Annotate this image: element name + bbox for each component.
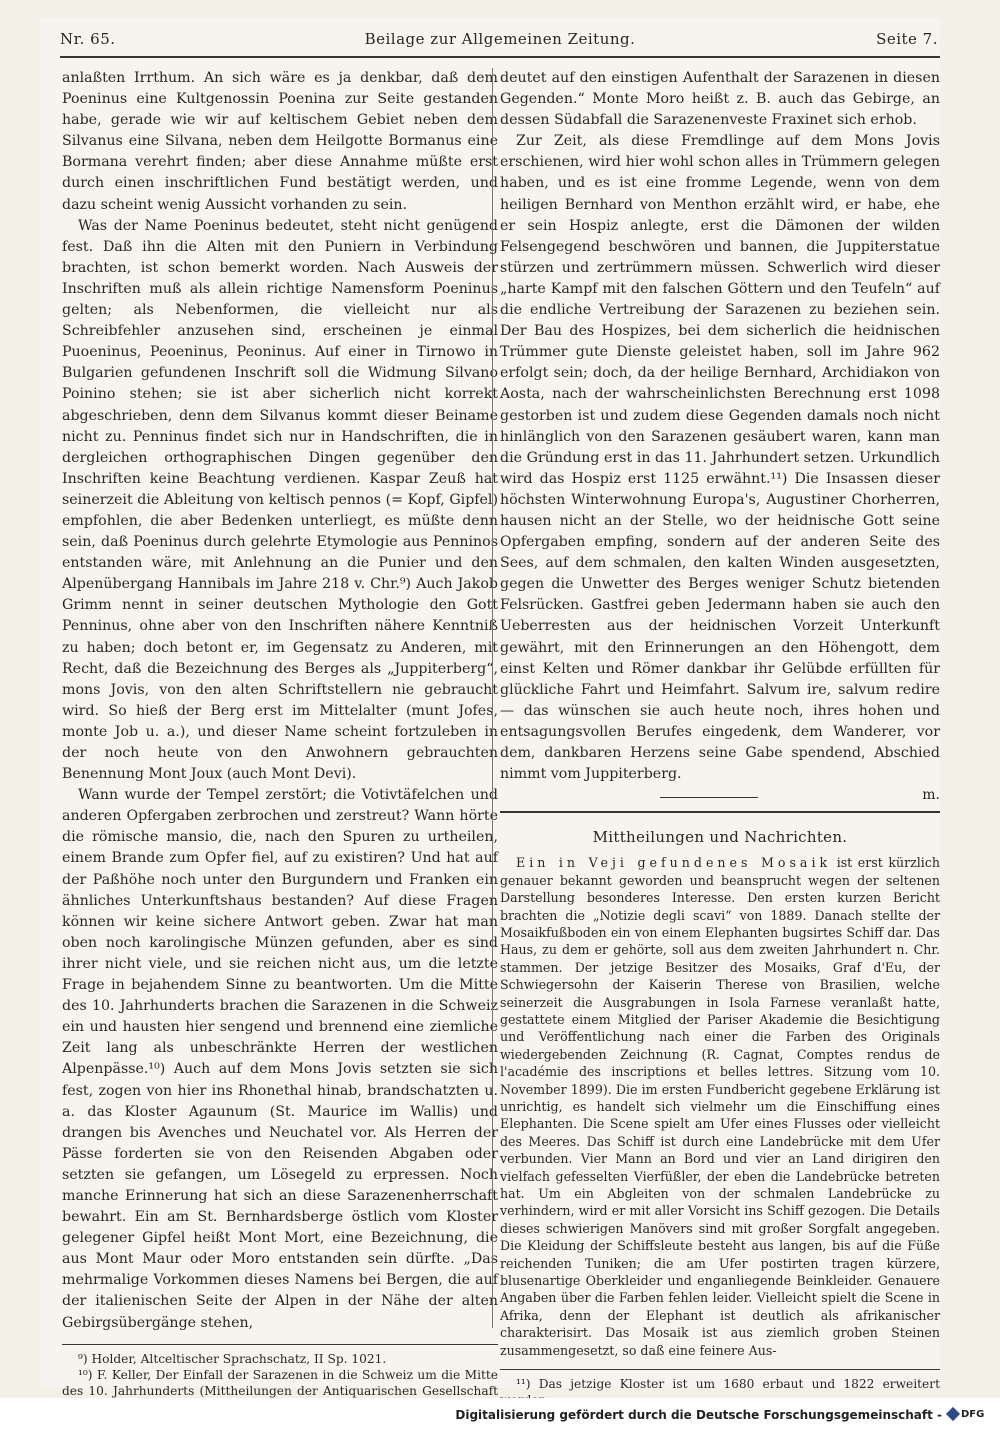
news-body: ist erst kürzlich genauer bekannt geworden und beansprucht wegen der seltenen Darstellung besonderes Interesse. Den ersten kurzen Bericht brachten die „Notizie degli scavi“ von 1889. Danach stellte der Mosaikfußboden ein von einem Elephanten bugsirtes Schiff dar. Das Haus, zu dem er gehörte, soll aus dem zweiten Jahrhundert n. Chr. stammen. Der jetzige Besitzer des Mosaiks, Graf d'Eu, der Schwiegersohn der Kaiserin Therese von Brasilien, welche seinerzeit die Ausgrabungen in Isola Farnese veranlaßt hatte, gestattete einem Mitglied der Pariser Akademie die Besichtigung und Veröffentlichung nach einer die Farben des Originals wiedergebenden Zeichnung (R. Cagnat, Comptes rendus de l'académie des inscriptions et belles lettres. Sitzung vom 10. November 1899). Die im ersten Fundbericht gegebene Erklärung ist unrichtig, es handelt sich vielmehr um die Einschiffung eines Elephanten. Die Scene spielt am Ufer eines Flusses oder vielleicht des Meeres. Das Schiff ist durch eine Landebrücke mit dem Ufer verbunden. Vier Mann an Bord und vier an Land dirigiren den vielfach gefesselten Vierfüßler, der eben die Landebrücke betreten hat. Um ein Abgleiten von der schmalen Landebrücke zu verhindern, wird er mit aller Vorsicht ins Schiff gezogen. Die Details dieses schwierigen Manövers sind mit großer Sorgfalt angegeben. Die Kleidung der Schiffsleute besteht aus langen, bis auf die Füße reichenden Tuniken; die am Ufer postirten tragen kürzere, blusenartige Oberkleider und enganliegende Beinkleider. Genauere Angaben über die Farben fehlen leider. Vielleicht spielt die Scene in Afrika, denn der Elephant ist deutlich als afrikanischer charakterisirt. Das Mosaik ist aus ziemlich groben Steinen zusammengesetzt, so daß eine feinere Aus- <box>500 855 940 1358</box>
signoff-row <box>500 785 940 807</box>
left-column <box>62 68 498 1415</box>
footnote-10: ¹⁰) F. Keller, Der Einfall der Sarazenen in die Schweiz um die Mitte des 10. Jahrhunderts (Mittheilungen der Antiquarischen Gesellschaft <box>62 1367 498 1398</box>
dfg-logo-icon <box>946 1407 960 1421</box>
newspaper-page <box>40 18 940 1398</box>
right-column <box>500 68 940 1408</box>
right-paragraph-1: deutet auf den einstigen Aufenthalt der Sarazenen in diesen Gegenden.“ Monte Moro heißt z. B. auch das Gebirge, an dessen Südabfall die Sarazenenveste Fraxinet sich erhob. <box>500 70 940 129</box>
page-number: Seite 7. <box>876 30 938 48</box>
dfg-logo <box>948 1404 988 1424</box>
digitization-footer <box>0 1398 1000 1446</box>
left-paragraph-3: Wann wurde der Tempel zerstört; die Votivtäfelchen und anderen Opfergaben zerbrochen und zerstreut? Wann hörte die römische mansio, die, nach den Spuren zu urtheilen, einem Brande zum Opfer fiel, auf zu existiren? Und hat auf der Paßhöhe noch unter den Burgundern und Franken ein ähnliches Unterkunftshaus bestanden? Auf diese Fragen können wir keine sichere Antwort geben. Zwar hat man oben noch karolingische Münzen gefunden, aber es sind ihrer nicht viele, und sie reichen nicht aus, um die letzte Frage in bejahendem Sinne zu beantworten. Um die Mitte des 10. Jahrhunderts brachen die Sarazenen in die Schweiz ein und hausten hier sengend und brennend eine ziemliche Zeit lang als unbeschränkte Herren der westlichen Alpenpässe.¹⁰) Auch auf dem Mons Jovis setzten sie sich fest, zogen von hier ins Rhonethal hinab, brandschatzten u. a. das Kloster Agaunum (St. Maurice im Wallis) und drangen bis Avenches und Neuchatel vor. Als Herren der Pässe forderten sie von den Reisenden Abgaben oder setzten sie gefangen, um Lösegeld zu erpressen. Noch manche Erinnerung hat sich an diese Sarazenenherrschaft bewahrt. Ein am St. Bernhardsberge östlich vom Kloster gelegener Gipfel heißt Mont Mort, eine Bezeichnung, die aus Mont Maur oder Moro entstanden sein dürfte. „Das mehrmalige Vorkommen dieses Namens bei Bergen, die auf der italienischen Seite der Alpen in der Nähe der alten Gebirgsübergänge stehen, <box>62 787 498 1331</box>
news-lead: Ein in Veji gefundenes Mosaik <box>516 855 832 871</box>
author-initial: m. <box>922 787 940 804</box>
right-paragraph-2: Zur Zeit, als diese Fremdlinge auf dem Mons Jovis erschienen, wird hier wohl schon alles in Trümmern gelegen haben, und es ist eine fromme Legende, wenn von dem heiligen Bernhard von Menthon erzählt wird, er habe, ehe er sein Hospiz anlegte, erst die Dämonen der wilden Felsengegend beschwören und bannen, die Juppiterstatue stürzen und zertrümmern müssen. Schwerlich wird dieser „harte Kampf mit den falschen Göttern und den Teufeln“ auf die endliche Vertreibung der Sarazenen zu beziehen sein. Der Bau des Hospizes, bei dem sicherlich die heidnischen Trümmer gute Dienste geleistet haben, soll im Jahre 962 erfolgt sein; doch, da der heilige Bernhard, Archidiakon von Aosta, nach der wahrscheinlichsten Berechnung erst 1098 gestorben ist und zudem diese Gegenden damals noch nicht hinlänglich von den Sarazenen gesäubert waren, kann man die Gründung erst in das 11. Jahrhundert setzen. Urkundlich wird das Hospiz erst 1125 erwähnt.¹¹) Die Insassen dieser höchsten Winterwohnung Europa's, Augustiner Chorherren, hausen nicht an der Stelle, wo der heidnische Gott seine Opfergaben empfing, sondern auf der anderen Seite des Sees, auf dem schmalen, den kalten Winden ausgesetzten, gegen die Unwetter des Berges weniger Schutz bietenden Felsrücken. Gastfrei geben Jedermann haben sie auch den Ueberresten aus der heidnischen Vorzeit Unterkunft gewährt, mit den Erinnerungen an den Höhengott, dem einst Kelten und Römer dankbar ihr Gelübde erfüllten für glückliche Fahrt und Heimfahrt. Salvum ire, salvum redire — das wünschen sie auch heute noch, ihres hohen und entsagungsvollen Berufes eingedenk, dem Wanderer, vor dem, dankbaren Herzens seine Gabe spendend, Abschied nimmt vom Juppiterberg. <box>500 133 940 783</box>
footnote-9: ⁹) Holder, Altceltischer Sprachschatz, II Sp. 1021. <box>78 1351 387 1366</box>
news-item <box>500 854 940 1359</box>
publication-title: Beilage zur Allgemeinen Zeitung. <box>364 30 636 48</box>
header-rule <box>60 56 940 58</box>
column-divider <box>492 68 493 1328</box>
article-end-rule <box>660 797 758 798</box>
section-rule <box>500 811 940 813</box>
left-paragraph-2: Was der Name Poeninus bedeutet, steht nicht genügend fest. Daß ihn die Alten mit den Puniern in Verbindung brachten, ist schon bemerkt worden. Nach Ausweis der Inschriften muß als allein richtige Namensform Poeninus gelten; als Nebenformen, die vielleicht nur als Schreibfehler anzusehen sind, erscheinen je einmal Puoeninus, Peoeninus, Peoninus. Auf einer in Tirnowo in Bulgarien gefundenen Inschrift soll die Widmung Silvano Poinino stehen; sie ist aber sicherlich nicht korrekt abgeschrieben, denn dem Silvanus kommt dieser Beiname nicht zu. Penninus findet sich nur in Handschriften, die in dergleichen orthographischen Dingen gegenüber den Inschriften keine Beachtung verdienen. Kaspar Zeuß hat seinerzeit die Ableitung von keltisch pennos (= Kopf, Gipfel) empfohlen, die aber Bedenken unterliegt, es müßte denn sein, daß Poeninus durch gelehrte Etymologie aus Penninos entstanden wäre, mit Anlehnung an die Punier und den Alpenübergang Hannibals im Jahre 218 v. Chr.⁹) Auch Jakob Grimm nennt in seiner deutschen Mythologie den Gott Penninus, ohne aber von den Inschriften nähere Kenntniß zu haben; doch betont er, im Gegensatz zu Anderen, mit Recht, daß die Bezeichnung des Berges als „Juppiterberg“, mons Jovis, von den alten Schriftstellern nie gebraucht wird. So hieß der Berg erst im Mittelalter (munt Jofes, monte Job u. a.), und dieser Name scheint fortzuleben in der noch heute von den Anwohnern gebrauchten Benennung Mont Joux (auch Mont Devi). <box>62 217 498 783</box>
funding-credit: Digitalisierung gefördert durch die Deutsche Forschungsgemeinschaft - <box>455 1408 942 1422</box>
footnote-rule <box>62 1344 498 1345</box>
right-footnote-rule <box>500 1369 940 1370</box>
issue-number: Nr. 65. <box>60 30 116 48</box>
footnote-11: ¹¹) Das jetzige Kloster ist um 1680 erbaut und 1822 erweitert <box>516 1377 940 1392</box>
section-title: Mittheilungen und Nachrichten. <box>592 828 848 847</box>
dfg-logo-text: DFG <box>961 1408 985 1420</box>
left-paragraph-1: anlaßten Irrthum. An sich wäre es ja denkbar, daß dem Poeninus eine Kultgenossin Poenina zur Seite gestanden habe, gerade wie wir auf keltischem Gebiet neben dem Silvanus eine Silvana, neben dem Heilgotte Bormanus eine Bormana verehrt finden; aber diese Annahme müßte erst durch einen inschriftlichen Fund bestätigt werden, und dazu scheint wenig Aussicht vorhanden zu sein. <box>62 70 498 213</box>
